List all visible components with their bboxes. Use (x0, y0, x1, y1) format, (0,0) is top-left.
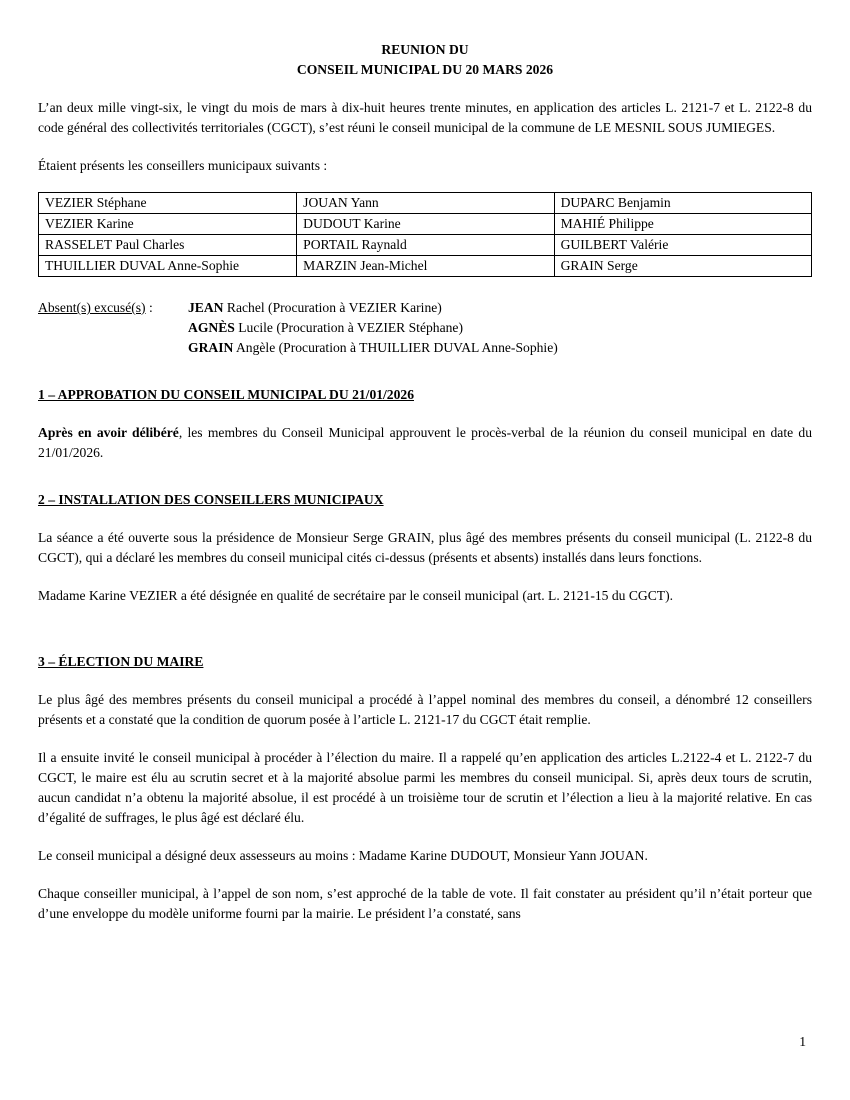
intro-paragraph: L’an deux mille vingt-six, le vingt du mois de mars à dix-huit heures trente minutes, en application des articles L. 2121-7 et L. 2122-8 du code général des collectivités territoriales (CGCT), s’est réuni le conseil municipal de la commune de LE MESNIL SOUS JUMIEGES. (38, 100, 812, 135)
table-cell: RASSELET Paul Charles (39, 235, 297, 256)
absent-detail: Lucile (Procuration à VEZIER Stéphane) (234, 320, 463, 335)
table-row (39, 256, 812, 277)
section-1-bold-lead: Après en avoir délibéré (38, 425, 179, 440)
absent-item (188, 298, 558, 318)
section-3-paragraph-2: Il a ensuite invité le conseil municipal à procéder à l’élection du maire. Il a rappelé qu’en application des articles L.2122-4 et L. 2122-7 du CGCT, le maire est élu au scrutin secret et à la majorité absolue parmi les membres du conseil municipal. Si, après deux tours de scrutin, aucun candidat n’a obtenu la majorité absolue, il est procédé à un troisième tour de scrutin et l’élection a lieu à la majorité relative. En cas d’égalité de suffrages, le plus âgé est déclaré élu. (38, 750, 812, 825)
absent-name: GRAIN (188, 340, 234, 355)
absents-list (188, 298, 558, 358)
page-number: 1 (799, 1034, 806, 1049)
absents-label-colon: : (145, 300, 153, 315)
absent-item (188, 318, 558, 338)
table-cell: MAHIÉ Philippe (554, 214, 811, 235)
table-cell: GUILBERT Valérie (554, 235, 811, 256)
section-1-heading: 1 – APPROBATION DU CONSEIL MUNICIPAL DU 21/01/2026 (38, 387, 414, 402)
absent-name: AGNÈS (188, 320, 235, 335)
title-line-2: CONSEIL MUNICIPAL DU 20 MARS 2026 (296, 62, 554, 77)
table-row (39, 235, 812, 256)
absent-item (188, 338, 558, 358)
section-2-paragraph-1: La séance a été ouverte sous la présidence de Monsieur Serge GRAIN, plus âgé des membres présents du conseil municipal (L. 2122-8 du CGCT), qui a déclaré les membres du conseil municipal cités ci-dessus (présents et absents) installés dans leurs fonctions. (38, 530, 812, 565)
absent-name: JEAN (188, 300, 224, 315)
table-cell: VEZIER Karine (39, 214, 297, 235)
section-3-heading: 3 – ÉLECTION DU MAIRE (38, 654, 204, 669)
section-3-paragraph-3: Le conseil municipal a désigné deux assesseurs au moins : Madame Karine DUDOUT, Monsieur Yann JOUAN. (38, 848, 648, 863)
document-title (38, 40, 812, 80)
section-3-paragraph-1: Le plus âgé des membres présents du conseil municipal a procédé à l’appel nominal des membres du conseil, a dénombré 12 conseillers présents et a constaté que la condition de quorum posée à l’article L. 2121-17 du CGCT était remplie. (38, 692, 812, 727)
table-cell: DUPARC Benjamin (554, 193, 811, 214)
section-2-paragraph-2: Madame Karine VEZIER a été désignée en qualité de secrétaire par le conseil municipal (art. L. 2121-15 du CGCT). (38, 588, 674, 603)
table-cell: PORTAIL Raynald (297, 235, 554, 256)
table-row (39, 214, 812, 235)
title-line-1: REUNION DU (381, 42, 469, 57)
table-cell: DUDOUT Karine (297, 214, 554, 235)
absents-label: Absent(s) excusé(s) : (38, 300, 153, 315)
absents-block (38, 298, 812, 358)
table-cell: MARZIN Jean-Michel (297, 256, 554, 277)
table-cell: JOUAN Yann (297, 193, 554, 214)
attendance-table (38, 192, 812, 277)
section-1-paragraph (38, 423, 812, 463)
table-cell: THUILLIER DUVAL Anne-Sophie (39, 256, 297, 277)
table-row (39, 193, 812, 214)
absent-detail: Angèle (Procuration à THUILLIER DUVAL Anne-Sophie) (233, 340, 558, 355)
table-cell: GRAIN Serge (554, 256, 811, 277)
section-1-paragraph-rest: , les membres du Conseil Municipal approuvent le procès-verbal de la réunion du conseil municipal en date du 21/01/2026. (38, 425, 812, 460)
absent-detail: Rachel (Procuration à VEZIER Karine) (223, 300, 442, 315)
section-2-heading: 2 – INSTALLATION DES CONSEILLERS MUNICIPAUX (38, 492, 384, 507)
present-lead-paragraph: Étaient présents les conseillers municipaux suivants : (38, 158, 328, 173)
table-cell: VEZIER Stéphane (39, 193, 297, 214)
section-3-paragraph-4: Chaque conseiller municipal, à l’appel de son nom, s’est approché de la table de vote. Il fait constater au président qu’il n’était porteur que d’une enveloppe du modèle uniforme fourni par la mairie. Le président l’a constaté, sans (38, 886, 812, 921)
